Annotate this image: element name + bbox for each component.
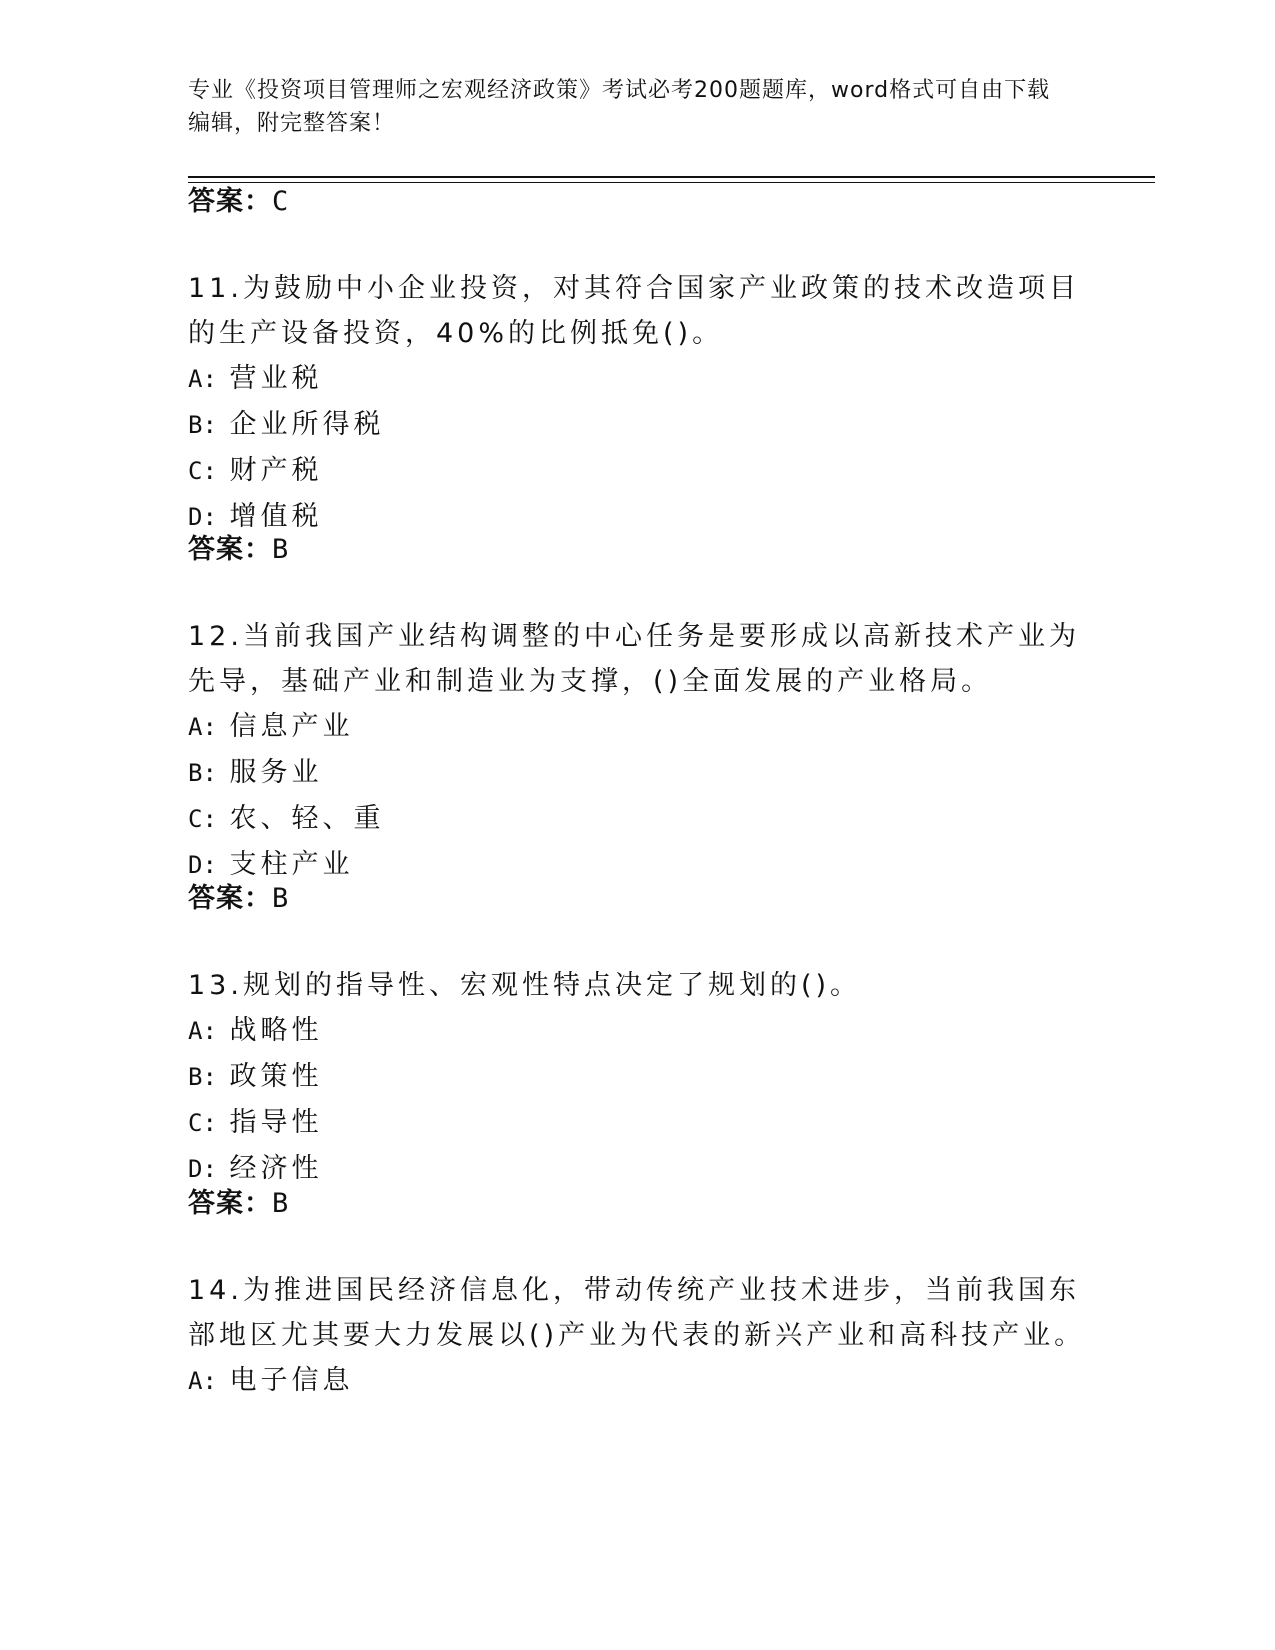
question-stem: 14.为推进国民经济信息化，带动传统产业技术进步，当前我国东部地区尤其要大力发展以()产业为代表的新兴产业和高科技产业。	[188, 1275, 1086, 1351]
option-c	[188, 796, 1088, 842]
option-letter: C:	[188, 805, 217, 833]
question-14	[188, 1268, 1088, 1404]
option-a	[188, 1358, 1088, 1404]
option-text: 财产税	[229, 455, 323, 486]
option-letter: A:	[188, 1017, 217, 1045]
answer-value: B	[272, 1188, 290, 1219]
option-text: 农、轻、重	[229, 803, 385, 834]
option-letter: A:	[188, 1367, 217, 1395]
option-letter: B:	[188, 1063, 217, 1091]
answer-value: C	[272, 186, 290, 217]
answer-13	[188, 1187, 289, 1221]
option-letter: A:	[188, 713, 217, 741]
previous-answer	[188, 185, 289, 219]
option-letter: A:	[188, 365, 217, 393]
option-letter: D:	[188, 851, 217, 879]
option-letter: C:	[188, 457, 217, 485]
option-text: 企业所得税	[229, 409, 385, 440]
question-11	[188, 266, 1088, 540]
answer-value: B	[272, 883, 290, 914]
answer-label: 答案：	[188, 1188, 272, 1219]
question-stem: 13.规划的指导性、宏观性特点决定了规划的()。	[188, 970, 862, 1001]
option-a	[188, 356, 1088, 402]
question-12	[188, 614, 1088, 888]
option-letter: D:	[188, 503, 217, 531]
option-b	[188, 402, 1088, 448]
question-stem: 11.为鼓励中小企业投资，对其符合国家产业政策的技术改造项目的生产设备投资，40%的比例抵免()。	[188, 273, 1080, 349]
document-header: 专业《投资项目管理师之宏观经济政策》考试必考200题题库，word格式可自由下载编辑，附完整答案！	[188, 78, 1051, 136]
option-letter: D:	[188, 1155, 217, 1183]
option-text: 服务业	[229, 757, 323, 788]
option-b	[188, 750, 1088, 796]
option-b	[188, 1054, 1088, 1100]
option-letter: C:	[188, 1109, 217, 1137]
header-divider-thick	[188, 176, 1155, 178]
answer-12	[188, 882, 289, 916]
option-text: 营业税	[229, 363, 323, 394]
option-c	[188, 1100, 1088, 1146]
option-text: 政策性	[229, 1061, 323, 1092]
question-stem: 12.当前我国产业结构调整的中心任务是要形成以高新技术产业为先导，基础产业和制造业为支撑，()全面发展的产业格局。	[188, 621, 1080, 697]
option-letter: B:	[188, 759, 217, 787]
option-text: 战略性	[229, 1015, 323, 1046]
option-text: 支柱产业	[229, 849, 354, 880]
option-text: 信息产业	[229, 711, 354, 742]
option-d	[188, 842, 1088, 888]
option-text: 指导性	[229, 1107, 323, 1138]
option-a	[188, 704, 1088, 750]
option-letter: B:	[188, 411, 217, 439]
option-text: 经济性	[229, 1153, 323, 1184]
option-d	[188, 1146, 1088, 1192]
answer-label: 答案：	[188, 534, 272, 565]
option-d	[188, 494, 1088, 540]
question-13	[188, 963, 1088, 1192]
answer-11	[188, 533, 289, 567]
option-c	[188, 448, 1088, 494]
answer-label: 答案：	[188, 186, 272, 217]
answer-label: 答案：	[188, 883, 272, 914]
option-a	[188, 1008, 1088, 1054]
answer-value: B	[272, 534, 290, 565]
header-divider-thin	[188, 182, 1155, 183]
option-text: 增值税	[229, 501, 323, 532]
option-text: 电子信息	[229, 1365, 354, 1396]
